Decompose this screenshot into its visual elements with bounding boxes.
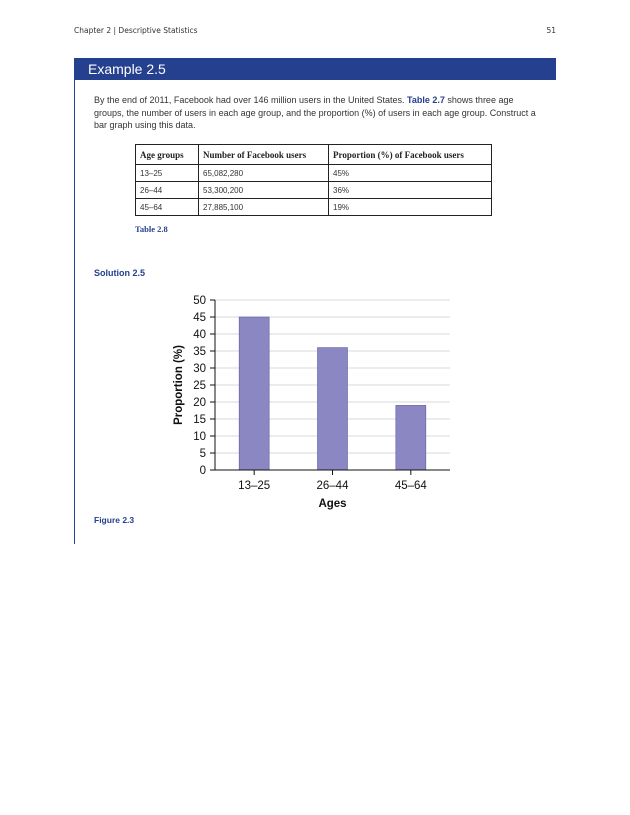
y-axis-label: Proportion (%)	[173, 345, 185, 425]
bar-13–25	[239, 317, 269, 470]
y-tick-label: 30	[193, 363, 206, 375]
x-axis-label: Ages	[318, 498, 347, 510]
table-caption: Table 2.8	[135, 224, 168, 234]
chart-bars	[239, 317, 426, 470]
y-tick-label: 0	[199, 465, 206, 477]
solution-label: Solution 2.5	[94, 268, 146, 278]
table-row	[136, 182, 492, 199]
table-cell: 45–64	[136, 199, 199, 216]
y-tick-label: 35	[193, 346, 206, 358]
page-header	[74, 26, 556, 38]
y-tick-label: 20	[193, 397, 206, 409]
y-tick-label: 50	[193, 295, 206, 307]
y-tick-label: 5	[199, 448, 206, 460]
chapter-title: Chapter 2 | Descriptive Statistics	[74, 26, 198, 35]
table-header-row	[136, 145, 492, 165]
table-header-cell: Proportion (%) of Facebook users	[329, 145, 492, 165]
x-tick-label: 13–25	[238, 480, 271, 492]
facebook-users-table	[135, 144, 492, 216]
bar-chart	[160, 290, 470, 515]
example-side-rule	[74, 58, 75, 544]
table-reference-link[interactable]: Table 2.7	[407, 95, 445, 105]
x-tick-label: 45–64	[394, 480, 427, 492]
intro-text-before: By the end of 2011, Facebook had over 146 million users in the United States.	[94, 95, 405, 105]
table-header-cell: Number of Facebook users	[199, 145, 329, 165]
intro-text-after: shows three age groups, the number of users in each age group, and the proportion (%) of users in each age group. Construct a bar graph using this data.	[94, 95, 536, 130]
table-row	[136, 165, 492, 182]
y-tick-label: 40	[193, 329, 206, 341]
table-header-cell: Age groups	[136, 145, 199, 165]
table-cell: 19%	[329, 199, 492, 216]
table-cell: 53,300,200	[199, 182, 329, 199]
figure-caption: Figure 2.3	[94, 515, 135, 525]
table-cell: 27,885,100	[199, 199, 329, 216]
page-number: 51	[546, 26, 556, 35]
y-tick-label: 10	[193, 431, 206, 443]
example-banner	[74, 58, 556, 80]
table-row	[136, 199, 492, 216]
example-title: Example 2.5	[88, 61, 166, 77]
bar-45–64	[396, 405, 426, 470]
x-tick-label: 26–44	[316, 480, 349, 492]
y-tick-label: 15	[193, 414, 206, 426]
table-cell: 65,082,280	[199, 165, 329, 182]
example-intro	[94, 94, 544, 132]
table-cell: 45%	[329, 165, 492, 182]
table-cell: 13–25	[136, 165, 199, 182]
y-tick-label: 25	[193, 380, 206, 392]
bar-26–44	[318, 348, 348, 470]
table-cell: 26–44	[136, 182, 199, 199]
y-tick-label: 45	[193, 312, 206, 324]
table-cell: 36%	[329, 182, 492, 199]
